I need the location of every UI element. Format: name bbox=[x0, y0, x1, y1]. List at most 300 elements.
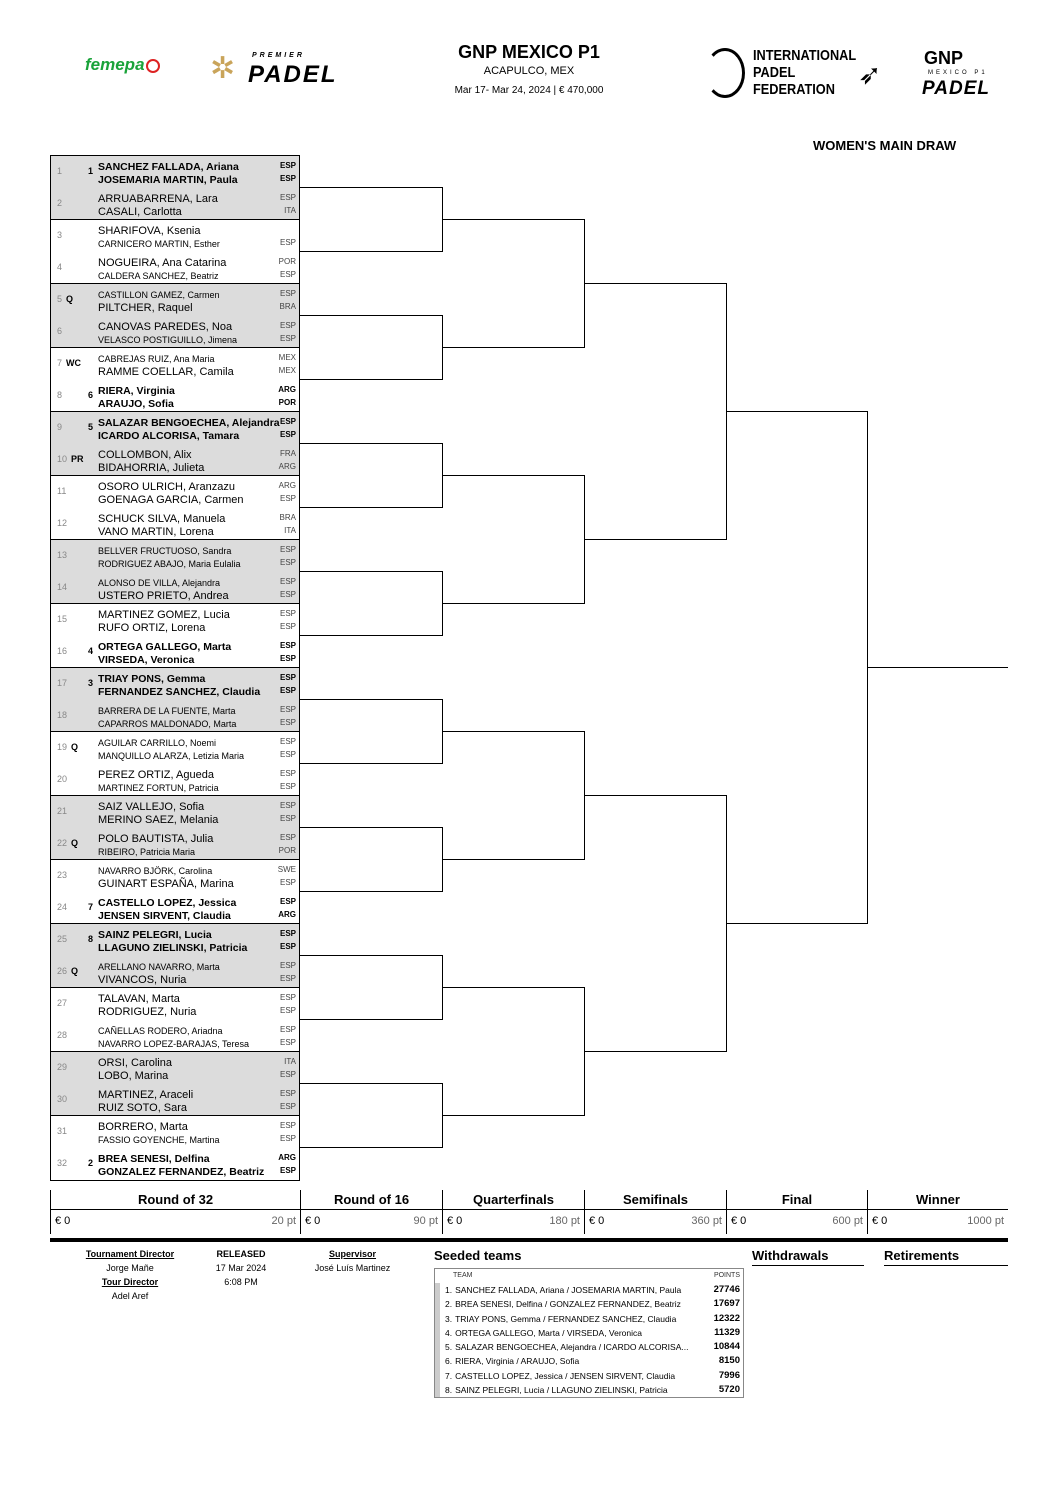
draw-number: 2 bbox=[57, 198, 63, 208]
player-name: BIDAHORRIA, Julieta bbox=[98, 462, 205, 474]
round-prize: € 0 bbox=[447, 1215, 463, 1227]
bracket-line bbox=[300, 379, 442, 380]
seed-number: 6 bbox=[88, 390, 94, 400]
player bbox=[98, 223, 298, 236]
supervisor-block bbox=[300, 1247, 405, 1275]
seed-number: 5 bbox=[88, 422, 94, 432]
ipf-line-2: PADEL bbox=[753, 64, 796, 81]
player-name: RIERA, Virginia bbox=[98, 385, 175, 397]
player-country: ITA bbox=[284, 526, 296, 535]
player-name: ARAUJO, Sofia bbox=[98, 398, 174, 410]
player bbox=[98, 492, 298, 505]
player-name: COLLOMBON, Alix bbox=[98, 449, 192, 461]
seed-rank: 6. bbox=[445, 1356, 453, 1367]
draw-number: 22 bbox=[57, 838, 68, 848]
team-entry bbox=[51, 796, 299, 828]
player-name: SALAZAR BENGOECHEA, Alejandra bbox=[98, 417, 280, 429]
tournament-director-label: Tournament Director bbox=[85, 1249, 175, 1259]
player-country: ARG bbox=[278, 910, 296, 919]
seeded-team-row bbox=[435, 1369, 743, 1383]
bracket-line bbox=[442, 475, 584, 476]
tournament-location: ACAPULCO, MEX bbox=[483, 65, 575, 77]
player-name: VELASCO POSTIGUILLO, Jimena bbox=[98, 335, 238, 345]
draw-number: 15 bbox=[57, 614, 68, 624]
player-name: RIBEIRO, Patricia Maria bbox=[98, 847, 196, 857]
player-name: CASALI, Carlotta bbox=[98, 206, 182, 218]
player bbox=[98, 1164, 298, 1177]
draw-position bbox=[57, 454, 84, 464]
draw-position bbox=[57, 902, 67, 912]
player bbox=[98, 1132, 298, 1145]
seeded-teams-table bbox=[434, 1268, 744, 1398]
draw-position bbox=[57, 646, 67, 656]
bracket-line bbox=[300, 443, 442, 444]
player-country: ESP bbox=[279, 1134, 296, 1143]
bracket-line bbox=[300, 1083, 442, 1084]
draw-position bbox=[57, 678, 67, 688]
player-country: ITA bbox=[284, 1057, 296, 1066]
retirements-title: Retirements bbox=[884, 1248, 1008, 1266]
player bbox=[98, 159, 298, 172]
ipf-line-1: INTERNATIONAL bbox=[753, 47, 857, 64]
draw-title: WOMEN'S MAIN DRAW bbox=[813, 138, 957, 153]
player-name: RODRIGUEZ ABAJO, Maria Eulalia bbox=[98, 559, 241, 569]
seed-rank: 7. bbox=[445, 1370, 453, 1381]
seed-number: 8 bbox=[88, 934, 94, 944]
team-entry bbox=[51, 412, 299, 444]
player bbox=[98, 479, 298, 492]
seed-number: 7 bbox=[88, 902, 94, 912]
draw-position bbox=[57, 262, 62, 272]
round-prize-row bbox=[585, 1210, 726, 1232]
bracket-line bbox=[442, 731, 584, 732]
player-country: ESP bbox=[279, 782, 296, 791]
bracket-line bbox=[442, 603, 584, 604]
player-country: ESP bbox=[279, 686, 296, 695]
player-name: LOBO, Marina bbox=[98, 1070, 169, 1082]
draw-position bbox=[57, 1126, 67, 1136]
player bbox=[98, 1055, 298, 1068]
draw-position bbox=[57, 422, 62, 432]
bracket-line bbox=[442, 987, 584, 988]
player bbox=[98, 671, 298, 684]
draw-number: 17 bbox=[57, 678, 68, 688]
round-name: Semifinals bbox=[585, 1190, 726, 1210]
player-country: ESP bbox=[279, 801, 296, 810]
player bbox=[98, 607, 298, 620]
player bbox=[98, 799, 298, 812]
player bbox=[98, 383, 298, 396]
bracket-line bbox=[300, 635, 442, 636]
round-column bbox=[300, 1190, 442, 1234]
seed-rank: 4. bbox=[445, 1327, 453, 1338]
player bbox=[98, 191, 298, 204]
player-country: ESP bbox=[279, 174, 296, 183]
player-country: ESP bbox=[279, 974, 296, 983]
round-column bbox=[867, 1190, 1008, 1234]
player bbox=[98, 236, 298, 249]
draw-number: 5 bbox=[57, 294, 63, 304]
entry-status: WC bbox=[66, 358, 82, 368]
draw-position bbox=[57, 518, 67, 528]
gnp-sub-text: MEXICO P1 bbox=[928, 70, 988, 76]
player-country: ESP bbox=[279, 193, 296, 202]
round-prize-row bbox=[727, 1210, 867, 1232]
draw-position bbox=[57, 1062, 67, 1072]
player-country: ESP bbox=[279, 942, 296, 951]
player-country: ESP bbox=[279, 1102, 296, 1111]
player-country: ESP bbox=[279, 238, 296, 247]
draw-position bbox=[57, 838, 78, 848]
round-name: Round of 16 bbox=[301, 1190, 442, 1210]
player-country: ESP bbox=[279, 1070, 296, 1079]
draw-position bbox=[57, 230, 62, 240]
team-entry bbox=[51, 892, 299, 924]
draw-number: 30 bbox=[57, 1094, 68, 1104]
bracket-line bbox=[584, 283, 726, 284]
seeded-team-name: SAINZ PELEGRI, Lucia / LLAGUNO ZIELINSKI, Patricia bbox=[455, 1385, 668, 1396]
player-name: OSORO ULRICH, Aranzazu bbox=[98, 481, 235, 493]
seeded-team-points: 27746 bbox=[713, 1284, 740, 1295]
draw-number: 24 bbox=[57, 902, 68, 912]
player-country: ESP bbox=[279, 1006, 296, 1015]
draw-position bbox=[57, 742, 78, 752]
ipf-line-3: FEDERATION bbox=[753, 81, 835, 98]
team-entry bbox=[51, 444, 299, 476]
player bbox=[98, 287, 298, 300]
player-country: ESP bbox=[279, 609, 296, 618]
seeded-team-points: 11329 bbox=[714, 1326, 740, 1338]
ipf-logo bbox=[705, 45, 857, 101]
player-name: GUINART ESPAÑA, Marina bbox=[98, 878, 234, 890]
bracket-line bbox=[300, 955, 442, 956]
player-name: VIVANCOS, Nuria bbox=[98, 974, 187, 986]
player-name: SANCHEZ FALLADA, Ariana bbox=[98, 161, 239, 173]
player bbox=[98, 876, 298, 889]
player-name: RUFO ORTIZ, Lorena bbox=[98, 622, 206, 634]
player-country: ESP bbox=[279, 622, 296, 631]
player-name: ARRUABARRENA, Lara bbox=[98, 193, 218, 205]
withdrawals-title: Withdrawals bbox=[752, 1248, 864, 1266]
round-column bbox=[584, 1190, 726, 1234]
seeded-team-points: 5720 bbox=[718, 1384, 740, 1396]
draw-number: 7 bbox=[57, 358, 63, 368]
team-entry bbox=[51, 572, 299, 604]
tournament-title: GNP MEXICO P1 bbox=[458, 42, 600, 62]
draw-number: 21 bbox=[57, 806, 68, 816]
player-country: ITA bbox=[284, 206, 296, 215]
player-country: ESP bbox=[279, 161, 296, 170]
player bbox=[98, 511, 298, 524]
bracket-line bbox=[442, 859, 584, 860]
bracket-line bbox=[300, 699, 442, 700]
supervisor-name: José Luís Martinez bbox=[314, 1263, 391, 1273]
player-name: GONZALEZ FERNANDEZ, Beatriz bbox=[98, 1166, 265, 1178]
round-points: 600 pt bbox=[832, 1215, 863, 1227]
player-country: ESP bbox=[279, 417, 296, 426]
team-entry bbox=[51, 860, 299, 892]
player-country: ESP bbox=[279, 961, 296, 970]
player-country: POR bbox=[278, 257, 296, 266]
player-name: BREA SENESI, Delfina bbox=[98, 1153, 210, 1165]
draw-number: 10 bbox=[57, 454, 68, 464]
draw-position bbox=[57, 294, 73, 304]
draw-position bbox=[57, 1030, 67, 1040]
seeded-team-row bbox=[435, 1326, 743, 1340]
tournament-header bbox=[400, 42, 658, 96]
bracket-line bbox=[584, 539, 726, 540]
released-time: 6:08 PM bbox=[224, 1277, 258, 1287]
divider bbox=[50, 1238, 1008, 1242]
player bbox=[98, 1151, 298, 1164]
player-name: BELLVER FRUCTUOSO, Sandra bbox=[98, 546, 232, 556]
player bbox=[98, 991, 298, 1004]
team-column-header: TEAM bbox=[453, 1272, 473, 1279]
player bbox=[98, 735, 298, 748]
draw-position bbox=[57, 774, 67, 784]
team-entry bbox=[51, 764, 299, 796]
player bbox=[98, 767, 298, 780]
draw-number: 25 bbox=[57, 934, 68, 944]
draw-position bbox=[57, 166, 62, 176]
draw-position bbox=[57, 614, 67, 624]
draw-position bbox=[57, 486, 66, 496]
player-country: ESP bbox=[279, 1025, 296, 1034]
player bbox=[98, 460, 298, 473]
team-entry bbox=[51, 380, 299, 412]
player bbox=[98, 172, 298, 185]
round-prize-row bbox=[443, 1210, 584, 1232]
seeded-team-name: ORTEGA GALLEGO, Marta / VIRSEDA, Veronica bbox=[455, 1327, 643, 1338]
bracket-line bbox=[300, 827, 442, 828]
gnp-logo bbox=[858, 48, 998, 103]
seeded-team-row bbox=[435, 1383, 743, 1397]
player bbox=[98, 940, 298, 953]
seeded-team-points: 17697 bbox=[713, 1298, 740, 1310]
team-entry bbox=[51, 924, 299, 956]
draw-number: 6 bbox=[57, 326, 63, 336]
player bbox=[98, 908, 298, 921]
seed-number: 1 bbox=[88, 166, 94, 176]
draw-number: 27 bbox=[57, 998, 68, 1008]
gnp-padel-text: PADEL bbox=[922, 78, 990, 99]
player bbox=[98, 543, 298, 556]
player bbox=[98, 1119, 298, 1132]
player bbox=[98, 351, 298, 364]
seed-rank: 2. bbox=[445, 1299, 453, 1310]
player-name: CABREJAS RUIZ, Ana Maria bbox=[98, 354, 215, 364]
team-entry bbox=[51, 732, 299, 764]
player bbox=[98, 415, 298, 428]
team-entry bbox=[51, 508, 299, 540]
round-prize: € 0 bbox=[305, 1215, 321, 1227]
seeded-team-row bbox=[435, 1297, 743, 1311]
player-name: MARTINEZ GOMEZ, Lucia bbox=[98, 609, 230, 621]
team-entry bbox=[51, 988, 299, 1020]
draw-position bbox=[57, 358, 81, 368]
bracket-line bbox=[584, 1051, 726, 1052]
points-column-header: POINTS bbox=[713, 1272, 740, 1279]
player-name: GOENAGA GARCIA, Carmen bbox=[98, 494, 244, 506]
player bbox=[98, 300, 298, 313]
player bbox=[98, 319, 298, 332]
player-name: RODRIGUEZ, Nuria bbox=[98, 1006, 197, 1018]
bracket-line bbox=[442, 347, 584, 348]
draw-position bbox=[57, 198, 62, 208]
seeded-team-row bbox=[435, 1354, 743, 1368]
seeded-team-name: RIERA, Virginia / ARAUJO, Sofia bbox=[455, 1356, 580, 1367]
player bbox=[98, 831, 298, 844]
entry-status: Q bbox=[66, 294, 74, 304]
team-entry bbox=[51, 828, 299, 860]
player-name: AGUILAR CARRILLO, Noemi bbox=[98, 738, 217, 748]
team-entry bbox=[51, 956, 299, 988]
player-country: ESP bbox=[279, 545, 296, 554]
player bbox=[98, 1023, 298, 1036]
player bbox=[98, 524, 298, 537]
team-entry bbox=[51, 1084, 299, 1116]
player-name: MERINO SAEZ, Melania bbox=[98, 814, 219, 826]
player-name: ORTEGA GALLEGO, Marta bbox=[98, 641, 232, 653]
round-points: 180 pt bbox=[549, 1215, 580, 1227]
draw-position bbox=[57, 390, 62, 400]
round-points: 90 pt bbox=[413, 1215, 438, 1227]
round-name: Winner bbox=[868, 1190, 1008, 1210]
seeded-team-points: 8150 bbox=[718, 1355, 740, 1367]
player bbox=[98, 780, 298, 793]
player-country: ESP bbox=[279, 289, 296, 298]
player-name: VANO MARTIN, Lorena bbox=[98, 526, 214, 538]
femepa-logo bbox=[85, 55, 160, 75]
player bbox=[98, 575, 298, 588]
bracket-line bbox=[442, 1115, 584, 1116]
bracket-line bbox=[867, 667, 1008, 668]
player-name: CASTILLON GAMEZ, Carmen bbox=[98, 290, 220, 300]
seeded-team-points: 12322 bbox=[713, 1312, 740, 1324]
player bbox=[98, 927, 298, 940]
player-country: ESP bbox=[279, 750, 296, 759]
entry-status: Q bbox=[71, 966, 79, 976]
player-name: RUIZ SOTO, Sara bbox=[98, 1102, 188, 1114]
player-country: ESP bbox=[279, 641, 296, 650]
seeded-team-row bbox=[435, 1312, 743, 1326]
premier-text: PREMIER bbox=[252, 52, 305, 59]
round-prize: € 0 bbox=[589, 1215, 605, 1227]
player-country: BRA bbox=[279, 302, 296, 311]
seeded-team-row bbox=[435, 1340, 743, 1354]
seeded-team-points: 10844 bbox=[713, 1341, 740, 1353]
player-country: ESP bbox=[279, 334, 296, 343]
player-name: PILTCHER, Raquel bbox=[98, 302, 193, 314]
seed-number: 2 bbox=[88, 1158, 94, 1168]
seed-rank: 1. bbox=[445, 1285, 453, 1295]
bracket-line bbox=[300, 763, 442, 764]
team-entry bbox=[51, 476, 299, 508]
draw-number: 3 bbox=[57, 230, 63, 240]
team-entry bbox=[51, 252, 299, 284]
premier-padel-star-icon: ✲ bbox=[210, 52, 236, 85]
player bbox=[98, 364, 298, 377]
draw-position bbox=[57, 806, 67, 816]
draw-position bbox=[57, 710, 67, 720]
draw-number: 32 bbox=[57, 1158, 68, 1168]
draw-number: 23 bbox=[57, 870, 68, 880]
player-country: SWE bbox=[277, 865, 296, 874]
team-entry bbox=[51, 156, 299, 188]
team-list bbox=[50, 155, 300, 1181]
draw-number: 26 bbox=[57, 966, 68, 976]
round-prize-row bbox=[301, 1210, 442, 1232]
player-name: CARNICERO MARTIN, Esther bbox=[98, 239, 220, 249]
released-label: RELEASED bbox=[216, 1249, 266, 1259]
player bbox=[98, 1036, 298, 1049]
player-name: MARTINEZ FORTUN, Patricia bbox=[98, 783, 219, 793]
player bbox=[98, 620, 298, 633]
player bbox=[98, 959, 298, 972]
player-country: ESP bbox=[279, 654, 296, 663]
player-country: ESP bbox=[279, 1038, 296, 1047]
player bbox=[98, 703, 298, 716]
round-prize: € 0 bbox=[731, 1215, 747, 1227]
player bbox=[98, 639, 298, 652]
player-country: BRA bbox=[279, 513, 296, 522]
bracket-line bbox=[300, 187, 442, 188]
team-entry bbox=[51, 1052, 299, 1084]
player-name: BORRERO, Marta bbox=[98, 1121, 188, 1133]
player-country: ESP bbox=[279, 577, 296, 586]
tour-director-name: Adel Aref bbox=[111, 1291, 149, 1301]
draw-number: 29 bbox=[57, 1062, 68, 1072]
player-name: SAIZ VALLEJO, Sofia bbox=[98, 801, 205, 813]
player-name: MARTINEZ, Araceli bbox=[98, 1089, 194, 1101]
player-country: ESP bbox=[279, 705, 296, 714]
draw-position bbox=[57, 934, 67, 944]
player-country: ESP bbox=[279, 673, 296, 682]
round-column bbox=[726, 1190, 867, 1234]
draw-number: 4 bbox=[57, 262, 63, 272]
player-country: ESP bbox=[279, 1166, 296, 1175]
seeded-team-row bbox=[435, 1283, 743, 1297]
player-country: ESP bbox=[279, 1121, 296, 1130]
draw-number: 14 bbox=[57, 582, 68, 592]
player bbox=[98, 972, 298, 985]
seeded-team-name: TRIAY PONS, Gemma / FERNANDEZ SANCHEZ, Claudia bbox=[455, 1313, 677, 1324]
draw-number: 20 bbox=[57, 774, 68, 784]
player-country: POR bbox=[278, 398, 296, 407]
player-country: MEX bbox=[278, 366, 296, 375]
draw-number: 1 bbox=[57, 166, 63, 176]
player-country: ARG bbox=[278, 462, 296, 471]
player-name: CANOVAS PAREDES, Noa bbox=[98, 321, 233, 333]
draw-number: 19 bbox=[57, 742, 68, 752]
draw-number: 9 bbox=[57, 422, 63, 432]
team-entry bbox=[51, 284, 299, 316]
seed-rank: 5. bbox=[445, 1342, 453, 1353]
tournament-dates-prize: Mar 17- Mar 24, 2024 | € 470,000 bbox=[454, 85, 604, 96]
player-name: SHARIFOVA, Ksenia bbox=[98, 225, 201, 237]
player-country: ESP bbox=[279, 321, 296, 330]
bracket-line bbox=[300, 891, 442, 892]
player bbox=[98, 652, 298, 665]
bird-player-icon: ➶ bbox=[858, 59, 882, 90]
round-points: 1000 pt bbox=[967, 1215, 1004, 1227]
draw-number: 28 bbox=[57, 1030, 68, 1040]
player-country: ESP bbox=[279, 558, 296, 567]
draw-number: 12 bbox=[57, 518, 68, 528]
seed-number: 4 bbox=[88, 646, 94, 656]
player bbox=[98, 844, 298, 857]
seed-rank: 8. bbox=[445, 1385, 453, 1396]
